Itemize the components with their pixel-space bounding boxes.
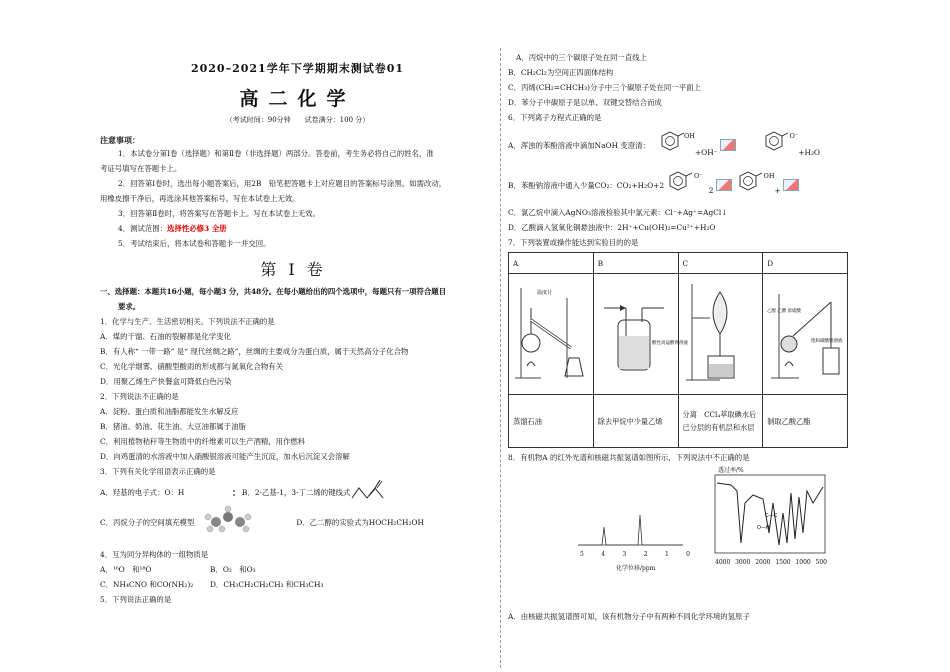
option-line: A．丙烷中的三个碳原子处在同一直线上 <box>516 53 647 62</box>
scope-label: 4．测试范围： <box>118 224 168 233</box>
nmr-tick: 5 <box>580 551 584 558</box>
q3-option-c: C．丙烷分子的空间填充模型 <box>100 517 195 527</box>
nmr-tick: 1 <box>664 551 669 558</box>
header-cell: A <box>509 253 594 274</box>
column-divider <box>500 48 502 668</box>
hydroxyl-dots-icon <box>230 483 238 502</box>
option-line: A．由核磁共振氢谱图可知，该有机物分子中有两种不同化学环境的氢原子 <box>508 612 750 621</box>
scope-highlight: 选择性必修3 全册 <box>167 224 227 233</box>
question-line: 8．有机物A 的红外光谱和核磁共振氢谱如图所示，下列说法中不正确的是 <box>508 453 750 462</box>
table-header-row <box>509 253 848 274</box>
option-line: A．淀粉、蛋白质和油脂都能发生水解反应 <box>100 407 239 416</box>
separatory-funnel-image <box>678 274 763 395</box>
option-line: D．乙酸滴入氢氧化铜悬浊液中：2H⁺+Cu(OH)₂=Cu²⁺+H₂O <box>508 223 716 232</box>
option-line: D．用聚乙烯生产快餐盒可降低白色污染 <box>100 377 232 386</box>
q4-option-a: A．¹⁶O 和¹⁸O <box>100 565 152 574</box>
option-line: D．向鸡蛋清的水溶液中加入硝酸银溶液可能产生沉淀，加水后沉淀又会溶解 <box>100 452 350 461</box>
oh-label: OH <box>683 131 695 140</box>
ester-preparation-image <box>763 274 848 395</box>
q3-option-b: B．2-乙基-1，3-丁二烯的键线式 <box>242 487 351 497</box>
reagents-label: 乙醇 乙酸 浓硫酸 <box>767 308 802 313</box>
ir-tick: 2000 <box>755 559 771 566</box>
q6-a-text: A．浑浊的苯酚溶液中滴加NaOH 变澄清： <box>508 140 650 150</box>
notice-item: 考证号填写在答题卡上。 <box>100 164 182 173</box>
nmr-tick: 4 <box>601 551 606 558</box>
ir-spectrum-chart <box>713 473 828 557</box>
question-line: 7．下列装置或操作能达到实验目的的是 <box>508 238 639 247</box>
section-heading-cont: 要求。 <box>118 302 141 311</box>
option-line: B．猪油、奶油、花生油、大豆油都属于油脂 <box>100 422 246 431</box>
ir-tick: 3000 <box>735 559 751 566</box>
ir-ylabel: 透过率/% <box>718 467 744 474</box>
option-line: B．有人称“ 一带一路” 是“ 现代丝绸之路”，丝绸的主要成分为蛋白质，属于天然高分子化合物 <box>100 347 409 356</box>
option-line: C．氯乙烷中滴入AgNO₃溶液检验其中氯元素：Cl⁻+Ag⁺=AgCl↓ <box>508 208 728 217</box>
o-minus-label: O⁻ <box>694 171 703 180</box>
notice-item-scope <box>100 221 495 236</box>
exam-title: 2020–2021学年下学期期末测试卷01 <box>190 62 405 75</box>
q3-option-d: D．乙二醇的实验式为HOCH₂CH₂OH <box>296 517 424 527</box>
q4-row-cd <box>100 577 495 592</box>
time-info: （考试时间：90分钟 试卷满分：100 分） <box>225 116 370 124</box>
header-cell: B <box>593 253 678 274</box>
ir-peak-label: C—C <box>765 513 778 519</box>
option-line: D．苯分子中碳原子是以单、双键交替结合而成 <box>508 98 662 107</box>
q4-option-c: C．NH₄CNO 和CO(NH₂)₂ <box>100 580 194 589</box>
q6-a-mid: +OH⁻ <box>694 147 718 157</box>
left-column <box>100 54 495 607</box>
distillation-apparatus-image <box>509 274 594 395</box>
q6-b-mid: 2 <box>708 185 714 195</box>
caption-cell: 除去甲烷中少量乙烯 <box>593 395 678 448</box>
option-line: B．CH₂Cl₂为空间正四面体结构 <box>508 68 614 77</box>
notice-heading: 注意事项： <box>100 135 140 145</box>
notice-item: 2．回答第Ⅰ卷时，选出每小题答案后，用2B 铅笔把答题卡上对应题目的答案标号涂黑。如需改动， <box>118 179 447 188</box>
caption-cell: 蒸馏石油 <box>509 395 594 448</box>
question-line: 6．下列离子方程式正确的是 <box>508 113 602 122</box>
header-cell: D <box>763 253 848 274</box>
ir-tick: 500 <box>815 559 827 566</box>
q3-row-ab <box>100 479 495 505</box>
notice-item: 用橡皮擦干净后，再选涂其他答案标号。写在本试卷上无效。 <box>100 194 300 203</box>
ir-tick: 1500 <box>775 559 791 566</box>
q4-option-b: B．O₂ 和O₃ <box>210 565 256 574</box>
image-placeholder-icon <box>783 179 799 191</box>
option-line: C．光化学烟雾、硝酸型酸雨的形成都与氮氧化合物有关 <box>100 362 284 371</box>
propane-model-icon <box>198 505 258 539</box>
nmr-ticks <box>580 551 690 558</box>
gas-wash-bottle-image <box>593 274 688 395</box>
notice-item: 5．考试结束后，将本试卷和答题卡一并交回。 <box>118 239 271 248</box>
nmr-tick: 3 <box>622 551 627 558</box>
q4-row-ab <box>100 562 495 577</box>
kmno4-label: 酸性高锰酸钾溶液 <box>651 340 688 345</box>
apparatus-table <box>508 252 848 448</box>
right-column <box>508 50 853 624</box>
butadiene-skeletal-icon <box>350 478 390 506</box>
option-line: C．利用植物秸秆等生物质中的纤维素可以生产酒精，用作燃料 <box>100 437 306 446</box>
section-heading: 一、选择题：本题共16小题，每小题3 分，共48分。在每小题给出的四个选项中，每题只有一项符合题目 <box>100 287 447 296</box>
volume-title: 第Ⅰ卷 <box>260 260 335 279</box>
ir-peak-label: O—H <box>757 525 770 531</box>
nmr-xlabel: 化学位移/ppm <box>616 565 656 572</box>
q4-option-d: D．CH₃CH₂CH₂CH₃ 和CH₃CH₃ <box>210 580 324 589</box>
image-placeholder-icon <box>720 139 736 151</box>
table-caption-row <box>509 395 848 448</box>
question-line: 2．下列说法不正确的是 <box>100 392 179 401</box>
nmr-tick: 0 <box>686 551 690 558</box>
notice-item: 3．回答第Ⅱ卷时，将答案写在答题卡上。写在本试卷上无效。 <box>118 209 320 218</box>
nmr-tick: 2 <box>643 551 648 558</box>
table-image-row <box>509 274 848 395</box>
header-cell: C <box>678 253 763 274</box>
subject-title: 高二化学 <box>239 88 356 110</box>
caption-cell: 分离 CCl₄萃取碘水后已分层的有机层和水层 <box>678 395 763 448</box>
spectra-figure <box>508 465 853 595</box>
oh-label: OH <box>763 171 775 180</box>
question-line: 3．下列有关化学用语表示正确的是 <box>100 467 216 476</box>
q6-a-end: +H₂O <box>798 147 820 157</box>
question-line: 4．互为同分异构体的一组物质是 <box>100 550 209 559</box>
ir-tick: 1000 <box>795 559 811 566</box>
q3-option-a: A．羟基的电子式：O：H <box>100 487 185 497</box>
q3-row-cd <box>100 505 495 539</box>
option-line: A．煤的干馏、石油的裂解都是化学变化 <box>100 332 231 341</box>
ir-ticks <box>715 559 827 566</box>
q6-b-text: B．苯酚钠溶液中通入少量CO₂：CO₂+H₂O+2 <box>508 180 665 190</box>
option-line: C．丙烯(CH₂=CHCH₃)分子中三个碳原子处在同一平面上 <box>508 83 701 92</box>
q6-option-a <box>508 125 853 165</box>
notice-item: 1．本试卷分第Ⅰ卷（选择题）和第Ⅱ卷（非选择题）两部分。答卷前，考生务必将自己的姓名、准 <box>118 149 434 158</box>
caption-cell: 制取乙酸乙酯 <box>763 395 848 448</box>
ir-tick: 4000 <box>715 559 731 566</box>
question-line: 5．下列说法正确的是 <box>100 595 172 604</box>
image-placeholder-icon <box>716 179 732 191</box>
na2co3-label: 饱和碳酸钠溶液 <box>811 338 843 343</box>
question-line: 1．化学与生产、生活密切相关。下列说法不正确的是 <box>100 317 275 326</box>
o-minus-label: O⁻ <box>789 131 799 140</box>
q6-option-b: B．苯酚钠溶液中通入少量CO₂：CO₂+H₂O+2 O⁻ 2 OH + <box>508 165 853 205</box>
thermometer-label: 温度计 <box>536 290 552 296</box>
